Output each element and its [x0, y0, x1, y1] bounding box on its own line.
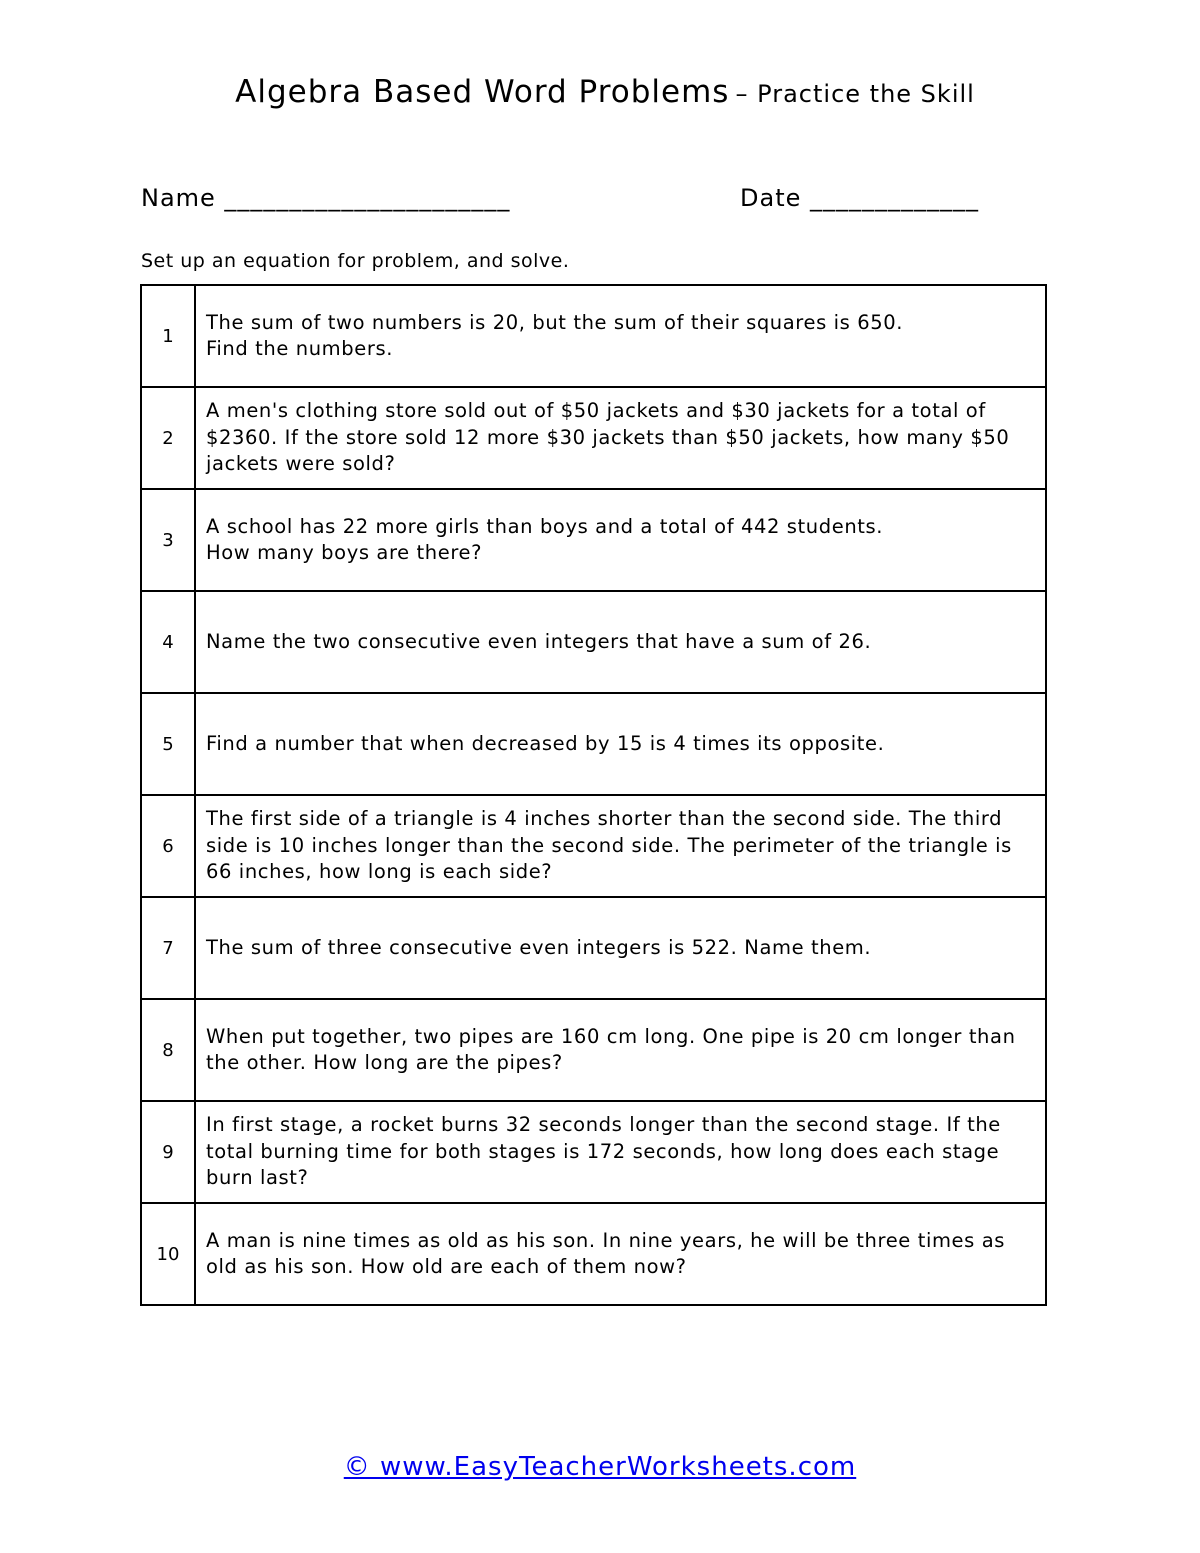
problem-text-cell: [195, 795, 1046, 897]
problem-row: [141, 591, 1046, 693]
problem-text: A men's clothing store sold out of $50 jackets and $30 jackets for a total of $2360. If the store sold 12 more $30 jackets than $50 jackets, how many $50 jackets were sold?: [206, 399, 1010, 476]
problem-text-cell: [195, 1101, 1046, 1203]
problems-table: [140, 284, 1047, 1306]
date-field: Date _____________: [740, 184, 979, 212]
problem-text-cell: [195, 591, 1046, 693]
problem-row: [141, 999, 1046, 1101]
problem-text: Find a number that when decreased by 15 is 4 times its opposite.: [206, 731, 885, 755]
problem-text-cell: [195, 285, 1046, 387]
problem-text-cell: [195, 489, 1046, 591]
problem-row: [141, 489, 1046, 591]
worksheet-subtitle: – Practice the Skill: [735, 80, 975, 108]
problem-text: Name the two consecutive even integers that have a sum of 26.: [206, 629, 872, 653]
problem-number: 3: [141, 489, 195, 591]
problem-text: A school has 22 more girls than boys and a total of 442 students. How many boys are there?: [206, 514, 884, 564]
problem-text-cell: [195, 897, 1046, 999]
problem-row: [141, 1101, 1046, 1203]
problem-text-cell: [195, 999, 1046, 1101]
problem-number: 9: [141, 1101, 195, 1203]
name-field: Name ______________________: [141, 184, 511, 212]
problem-text: In first stage, a rocket burns 32 seconds longer than the second stage. If the total burning time for both stages is 172 seconds, how long does each stage burn last?: [206, 1113, 1001, 1190]
problem-number: 7: [141, 897, 195, 999]
problem-number: 1: [141, 285, 195, 387]
problem-text-cell: [195, 387, 1046, 489]
footer: [0, 1452, 1200, 1482]
problem-text: The sum of two numbers is 20, but the sum of their squares is 650. Find the numbers.: [206, 310, 904, 360]
problem-number: 4: [141, 591, 195, 693]
problem-row: [141, 693, 1046, 795]
worksheet-title: Algebra Based Word Problems: [235, 74, 730, 110]
problem-row: [141, 285, 1046, 387]
problem-number: 10: [141, 1203, 195, 1305]
problem-number: 2: [141, 387, 195, 489]
problem-row: [141, 1203, 1046, 1305]
problem-number: 5: [141, 693, 195, 795]
problem-text: The first side of a triangle is 4 inches shorter than the second side. The third side is 10 inches longer than the second side. The perimeter of the triangle is 66 inches, how long is each side?: [206, 807, 1012, 884]
problem-row: [141, 795, 1046, 897]
problem-row: [141, 387, 1046, 489]
page-title: [0, 74, 1200, 110]
problem-text-cell: [195, 693, 1046, 795]
problem-row: [141, 897, 1046, 999]
instructions: Set up an equation for problem, and solve.: [141, 250, 570, 272]
website-link[interactable]: © www.EasyTeacherWorksheets.com: [343, 1452, 857, 1482]
problem-text-cell: [195, 1203, 1046, 1305]
problem-text: When put together, two pipes are 160 cm long. One pipe is 20 cm longer than the other. How long are the pipes?: [206, 1024, 1016, 1074]
problem-number: 8: [141, 999, 195, 1101]
problem-number: 6: [141, 795, 195, 897]
problem-text: The sum of three consecutive even integers is 522. Name them.: [206, 935, 872, 959]
problem-text: A man is nine times as old as his son. In nine years, he will be three times as old as his son. How old are each of them now?: [206, 1228, 1006, 1278]
